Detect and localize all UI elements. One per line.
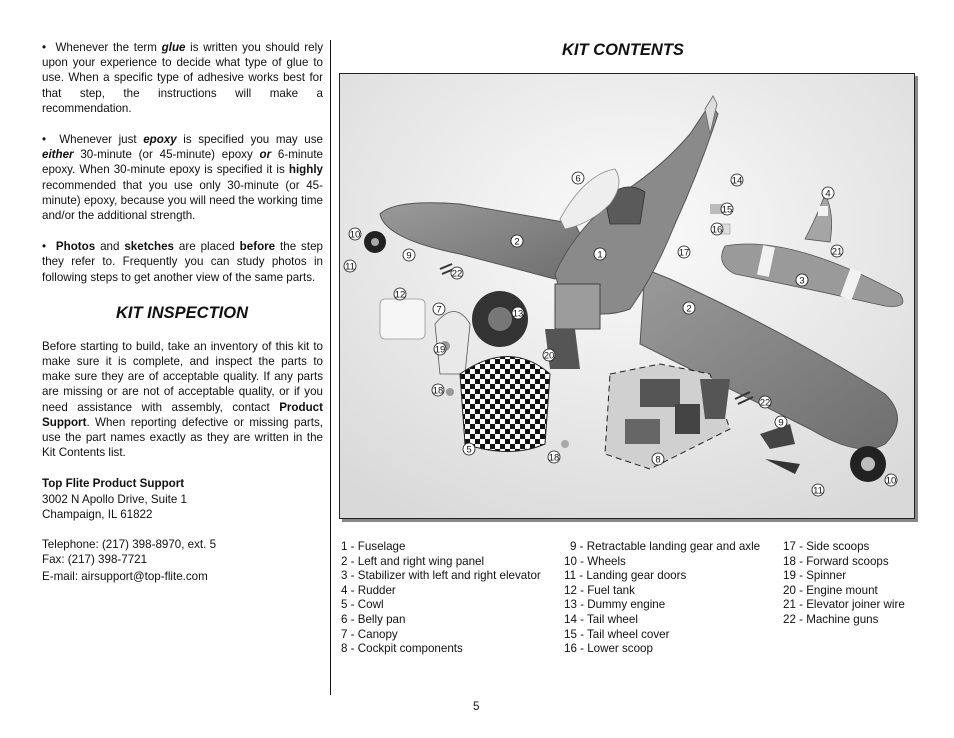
list-item: 10 - Wheels [564, 554, 626, 568]
callout-19 [434, 343, 446, 355]
list-item: 19 - Spinner [783, 569, 847, 583]
support-address-line1: 3002 N Apollo Drive, Suite 1 [42, 492, 188, 506]
callout-5 [463, 443, 475, 455]
callout-9a [403, 249, 415, 261]
support-email: E-mail: airsupport@top-flite.com [42, 570, 208, 584]
callout-10a [349, 228, 361, 240]
kit-contents-heading: KIT CONTENTS [562, 41, 684, 59]
list-item: 2 - Left and right wing panel [341, 554, 485, 568]
list-item: 7 - Canopy [341, 627, 398, 641]
callout-22b [759, 396, 771, 408]
support-address-line2: Champaign, IL 61822 [42, 507, 153, 521]
svg-text:21: 21 [831, 246, 843, 258]
svg-text:18: 18 [548, 452, 560, 464]
callout-17 [678, 246, 690, 258]
svg-text:14: 14 [731, 175, 743, 187]
list-item: 21 - Elevator joiner wire [783, 598, 905, 612]
svg-text:9: 9 [778, 417, 784, 429]
svg-text:11: 11 [813, 485, 823, 497]
svg-text:12: 12 [394, 289, 406, 301]
svg-text:16: 16 [711, 224, 723, 236]
list-item: 1 - Fuselage [341, 540, 406, 553]
callout-8 [652, 453, 664, 465]
callout-2a [511, 235, 523, 247]
svg-text:10: 10 [885, 475, 897, 487]
callout-15 [721, 203, 733, 215]
support-fax: Fax: (217) 398-7721 [42, 553, 148, 567]
list-item: 6 - Belly pan [341, 612, 406, 626]
list-item: 4 - Rudder [341, 583, 396, 597]
list-item: 14 - Tail wheel [564, 612, 638, 626]
callout-13 [512, 307, 524, 319]
callout-11a [344, 260, 356, 272]
list-item: 8 - Cockpit components [341, 642, 463, 656]
callout-2b [683, 302, 695, 314]
parts-list-column-3 [783, 540, 905, 628]
parts-list-column-2 [564, 540, 760, 657]
svg-text:22: 22 [759, 397, 771, 409]
svg-text:18: 18 [432, 385, 444, 397]
list-item: 18 - Forward scoops [783, 554, 889, 568]
svg-text:2: 2 [686, 303, 692, 315]
callout-4 [822, 187, 834, 199]
list-item: 20 - Engine mount [783, 583, 878, 597]
support-block [42, 476, 323, 584]
svg-text:5: 5 [466, 444, 472, 456]
list-item: 11 - Landing gear doors [564, 569, 687, 583]
kit-contents-photo [339, 73, 915, 519]
kit-photo-illustration [340, 74, 914, 518]
svg-text:1: 1 [597, 249, 603, 261]
svg-text:4: 4 [825, 188, 831, 200]
svg-text:7: 7 [436, 304, 442, 316]
callout-12 [394, 288, 406, 300]
list-item: 5 - Cowl [341, 598, 384, 612]
list-item: 9 - Retractable landing gear and axle [570, 540, 761, 553]
callout-3 [796, 274, 808, 286]
photos-tip: • Photos and sketches are placed before the step they refer to. Frequently you can study photos in following steps to get another view of the same parts. [42, 240, 323, 284]
svg-text:9: 9 [406, 250, 412, 262]
svg-text:11: 11 [345, 261, 355, 273]
left-column [42, 40, 323, 585]
svg-text:17: 17 [678, 247, 690, 259]
svg-text:8: 8 [655, 454, 661, 466]
svg-text:22: 22 [451, 268, 463, 280]
column-divider [330, 40, 331, 695]
callout-10b [885, 474, 897, 486]
svg-text:2: 2 [514, 236, 520, 248]
callout-11b [812, 484, 824, 496]
callout-20 [543, 349, 555, 361]
list-item: 3 - Stabilizer with left and right elevator [341, 569, 541, 583]
svg-text:19: 19 [434, 344, 446, 356]
callout-22a [451, 267, 463, 279]
svg-text:15: 15 [721, 204, 733, 216]
support-title: Top Flite Product Support [42, 477, 185, 491]
svg-text:6: 6 [575, 173, 581, 185]
list-item: 12 - Fuel tank [564, 583, 635, 597]
callout-7 [433, 303, 445, 315]
svg-text:10: 10 [349, 229, 361, 241]
callout-16 [711, 223, 723, 235]
glue-tip: • Whenever the term glue is written you should rely upon your experience to decide what type of glue to use. When a specific type of adhesive works best for that step, the instructions will make a recommendation. [42, 41, 323, 115]
svg-text:20: 20 [543, 350, 555, 362]
list-item: 17 - Side scoops [783, 540, 870, 553]
list-item: 15 - Tail wheel cover [564, 627, 670, 641]
svg-text:13: 13 [512, 308, 524, 320]
support-phone: Telephone: (217) 398-8970, ext. 5 [42, 538, 217, 552]
parts-list-column-1 [341, 540, 541, 657]
callout-18b [548, 451, 560, 463]
list-item: 13 - Dummy engine [564, 598, 666, 612]
list-item: 16 - Lower scoop [564, 642, 653, 656]
kit-inspection-heading: KIT INSPECTION [116, 303, 249, 322]
callout-18a [432, 384, 444, 396]
callout-14 [731, 174, 743, 186]
list-item: 22 - Machine guns [783, 612, 879, 626]
callout-6 [572, 172, 584, 184]
epoxy-tip: • Whenever just epoxy is specified you may use either 30-minute (or 45-minute) epoxy or 6-minute epoxy. When 30-minute epoxy is specified it is highly recommended that you use only 30-minute (or 45-minute) epoxy, because you will need the working time and/or the additional strength. [42, 133, 324, 223]
callout-9b [775, 416, 787, 428]
callout-1 [594, 248, 606, 260]
svg-text:3: 3 [799, 275, 805, 287]
page-number: 5 [473, 700, 480, 713]
inspection-text: Before starting to build, take an inventory of this kit to make sure it is complete, and inspect the parts to make sure they are of acceptable quality. If any parts are missing or are not of acceptable quality, or if you need assistance with assembly, contact Product Support. When reporting defective or missing parts, use the part names exactly as they are written in the Kit Contents list. [42, 339, 323, 460]
callout-21 [831, 245, 843, 257]
